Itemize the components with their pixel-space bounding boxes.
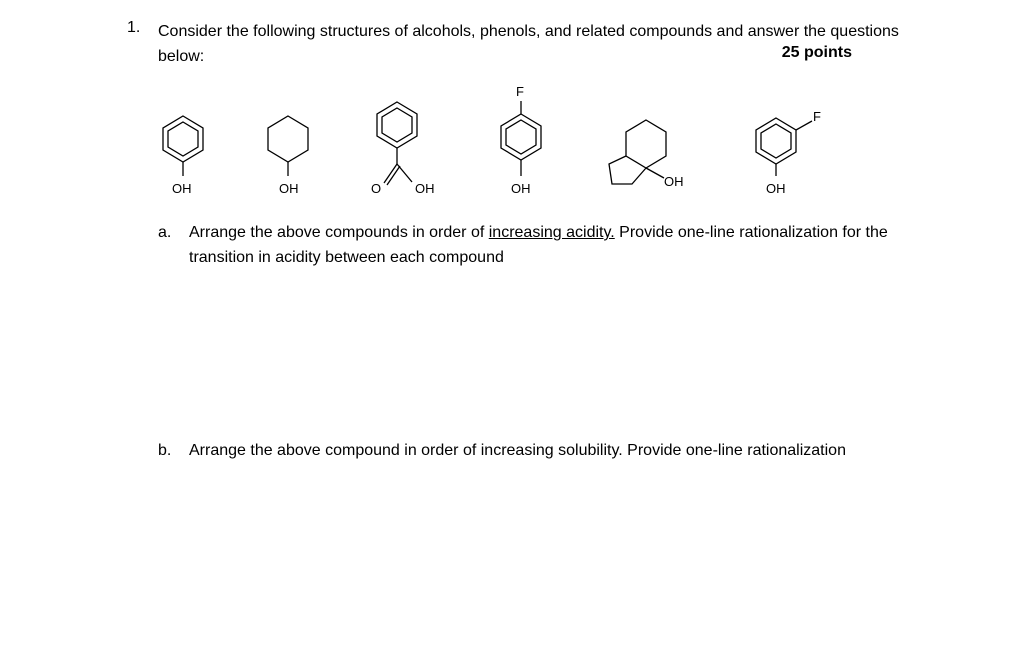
- phenol-structure: [163, 116, 203, 176]
- bicyclic-alcohol-oh-label: OH: [664, 174, 684, 189]
- part-b-text: Arrange the above compound in order of increasing solubility. Provide one-line rationalization: [189, 442, 846, 459]
- cyclohexanol-structure: [268, 116, 308, 176]
- question-points: 25 points: [781, 44, 852, 61]
- phenol-oh-label: OH: [172, 181, 192, 196]
- structures-row: [0, 80, 1024, 215]
- question-text: Consider the following structures of alcohols, phenols, and related compounds and answer the questions below:: [158, 23, 899, 65]
- part-a-text: [189, 220, 909, 270]
- fluorophenol-meta-oh-label: OH: [766, 181, 786, 196]
- cyclohexanol-oh-label: OH: [279, 181, 299, 196]
- structures-drawing: [0, 80, 1024, 210]
- part-b-letter: b.: [158, 442, 172, 459]
- part-a-letter: a.: [158, 224, 172, 241]
- fluorophenol-para-oh-label: OH: [511, 181, 531, 196]
- question-number: 1.: [127, 19, 141, 36]
- benzoic-acid-structure: [377, 102, 417, 185]
- part-a-emphasis: increasing acidity.: [488, 224, 615, 241]
- benzoic-acid-oh-label: OH: [415, 181, 435, 196]
- bicyclic-alcohol-structure: [609, 120, 666, 184]
- part-a-text-after: Provide one-line rationalization for the transition in acidity between each compound: [189, 224, 888, 266]
- fluorophenol-para-structure: [501, 101, 541, 176]
- fluorophenol-meta-f-label: F: [813, 109, 821, 124]
- part-a: [158, 220, 888, 266]
- fluorophenol-para-f-label: F: [516, 84, 524, 99]
- part-a-text-before: Arrange the above compounds in order of: [189, 224, 489, 241]
- fluorophenol-meta-structure: [756, 118, 812, 176]
- part-b: [158, 438, 846, 463]
- benzoic-acid-o-label: O: [371, 181, 382, 196]
